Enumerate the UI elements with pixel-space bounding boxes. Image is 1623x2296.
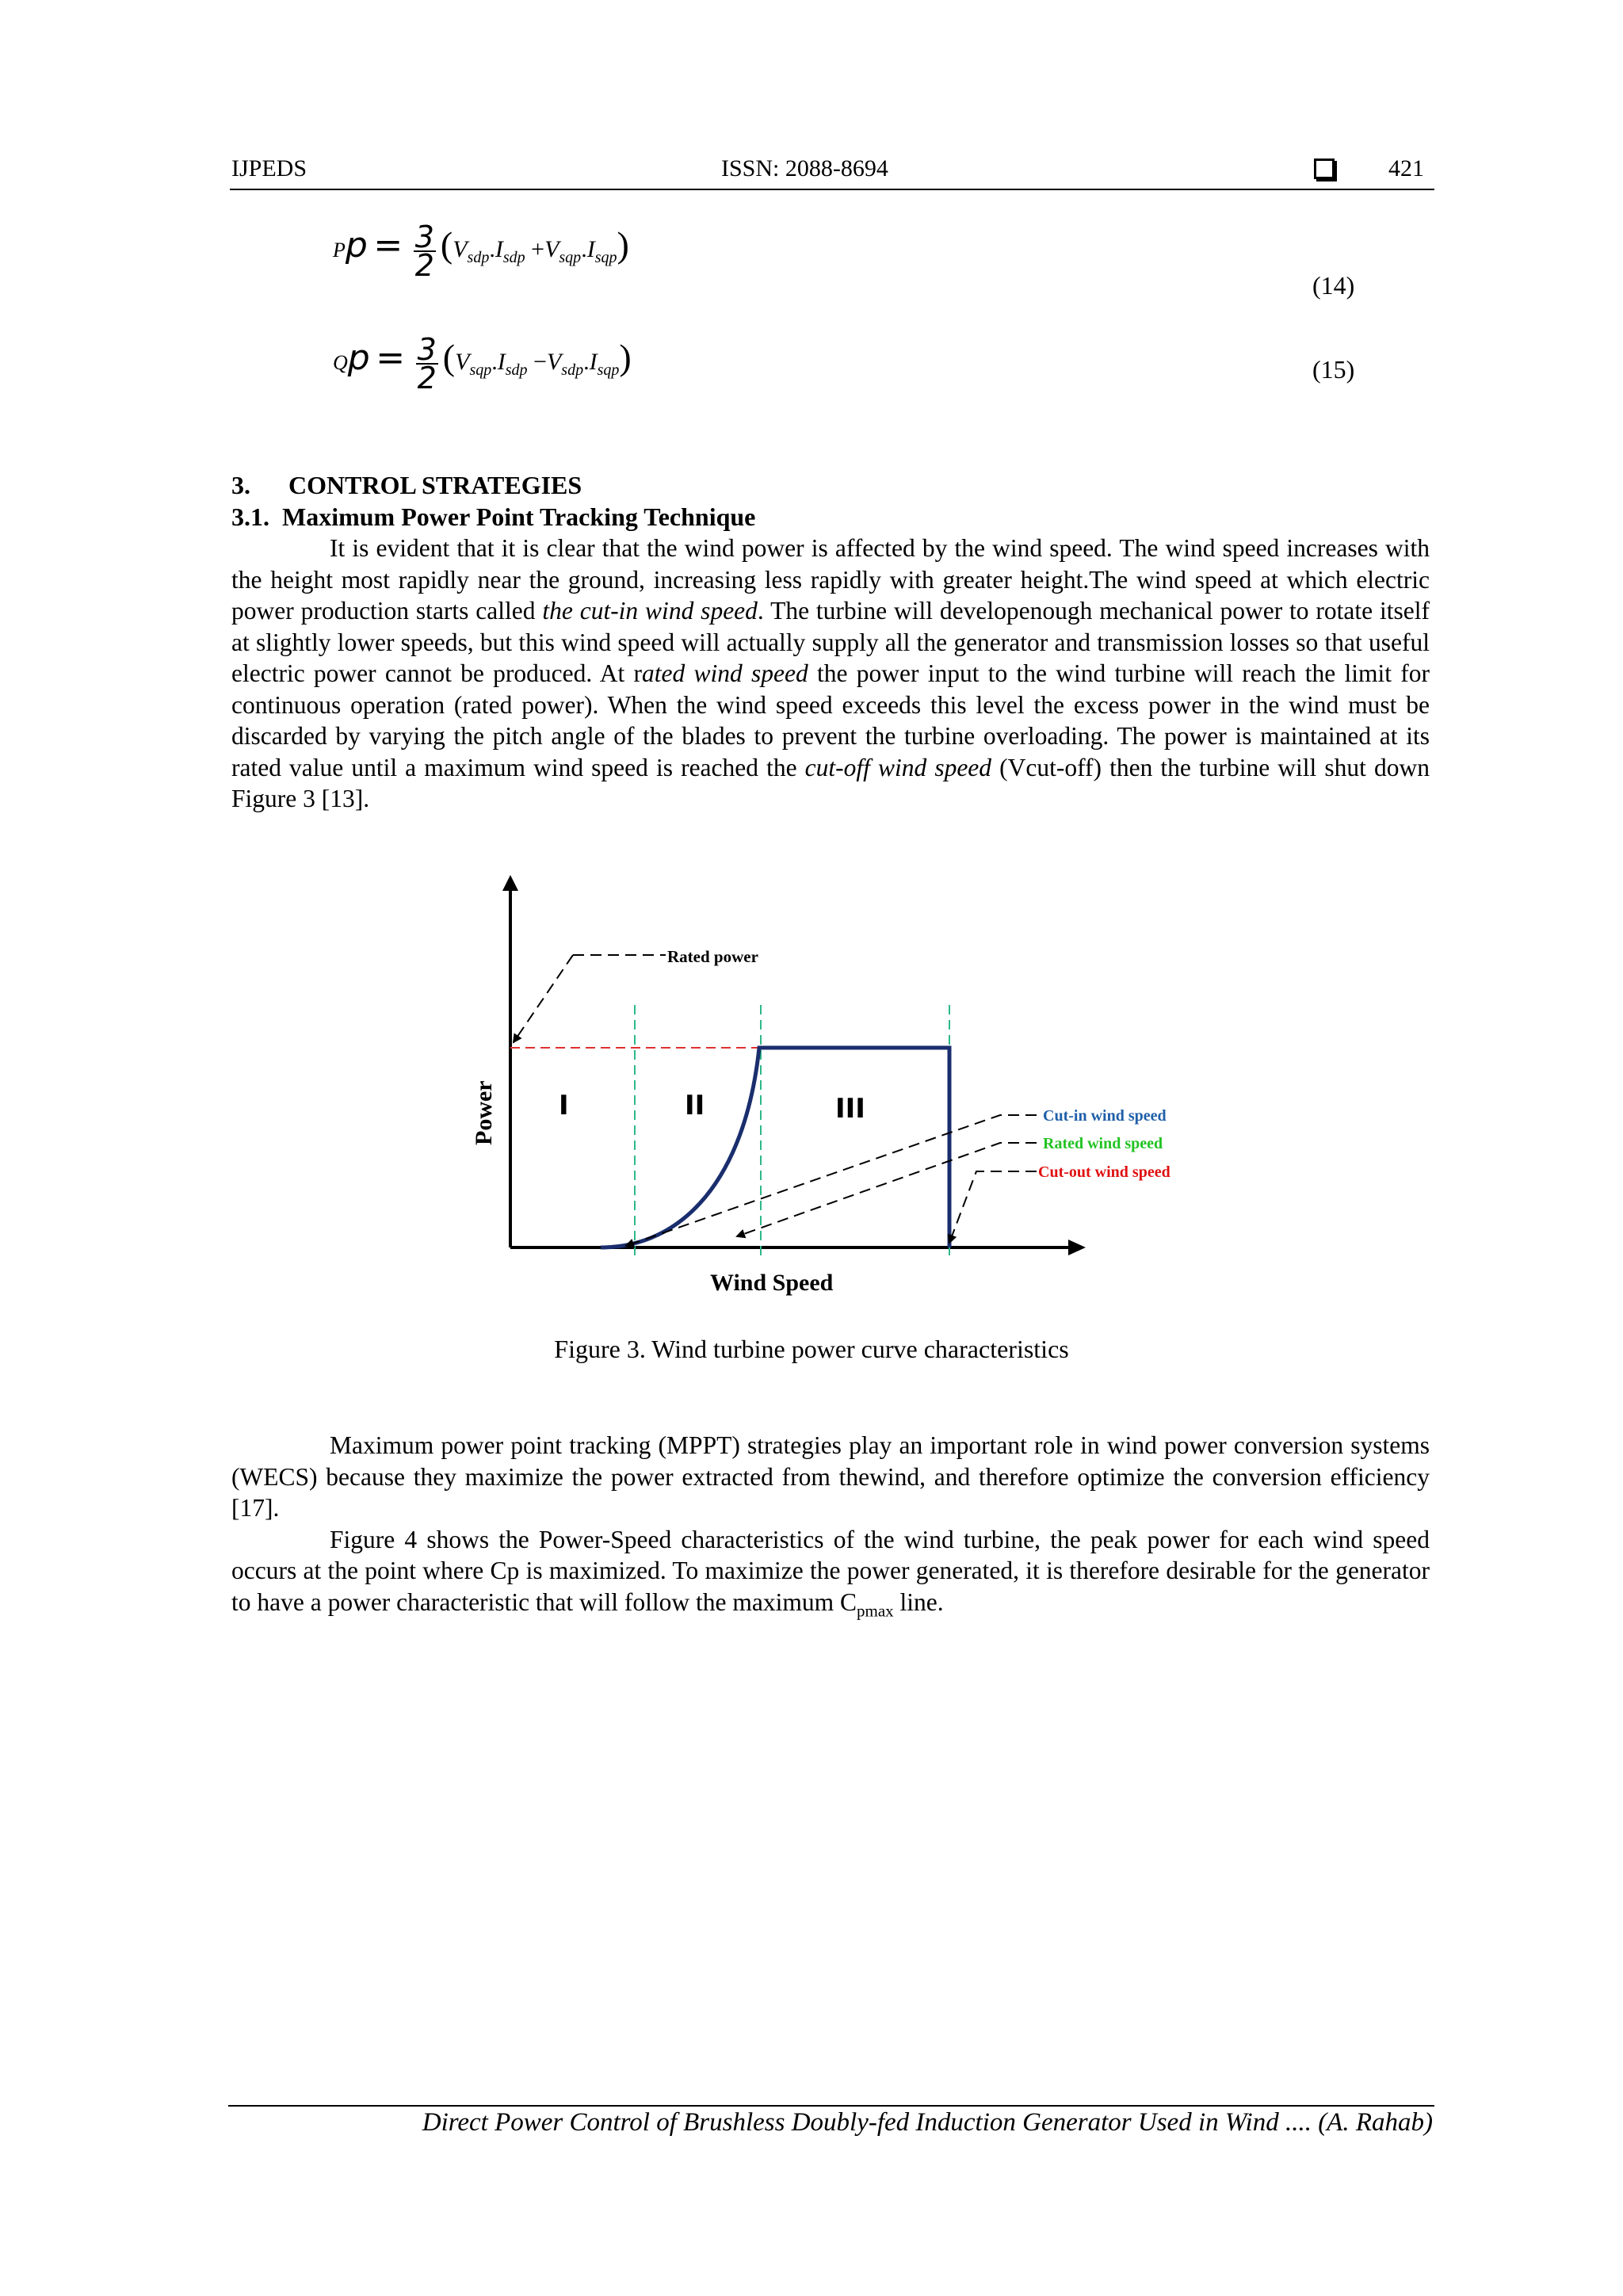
x-axis-arrow-icon: [1068, 1240, 1086, 1255]
x-axis-label: Wind Speed: [710, 1270, 834, 1296]
power-curve: [601, 1048, 949, 1247]
cut-out-leader: [949, 1171, 1037, 1243]
eq-lhs-letter: Q: [333, 351, 348, 374]
equation-14: Pp = $\frac{3}{2}$ $(V_{sdp}.I_{sdp} +V_{sqp}.I_{sqp})$: [333, 220, 629, 284]
rated-leader: [737, 1143, 1037, 1236]
rated-power-label: Rated power: [667, 947, 758, 966]
figure-caption: Figure 3. Wind turbine power curve characteristics: [554, 1335, 1069, 1363]
square-outline-icon: [1314, 159, 1335, 179]
eq-lhs-letter: P: [333, 239, 346, 262]
equation-number-14: (14): [1312, 271, 1355, 300]
cut-in-leader: [626, 1115, 1037, 1246]
legend-rated: Rated wind speed: [1043, 1135, 1163, 1152]
header-rule: [230, 189, 1434, 190]
issn: ISSN: 2088-8694: [721, 155, 888, 181]
eq-lhs-sub: p: [347, 338, 370, 378]
region-label-i: I: [559, 1090, 569, 1121]
legend-cut-out: Cut-out wind speed: [1038, 1163, 1170, 1181]
rated-power-arrow: [514, 955, 573, 1042]
equation-15: Qp = $\frac{3}{2}$ $(V_{sqp}.I_{sdp} -V_{sdp}.I_{sqp})$: [333, 332, 632, 396]
legend-cut-in: Cut-in wind speed: [1043, 1107, 1167, 1125]
journal-name: IJPEDS: [231, 155, 307, 181]
footer-rule: [228, 2105, 1434, 2107]
y-axis-arrow-icon: [502, 875, 518, 891]
eq-lhs-sub: p: [345, 225, 368, 266]
subsection-heading: 3.1. Maximum Power Point Tracking Technique: [231, 502, 756, 531]
region-label-ii: II: [685, 1090, 705, 1121]
region-label-iii: III: [835, 1093, 865, 1125]
paragraph-mppt-intro: It is evident that it is clear that the wind power is affected by the wind speed. The wind speed increases with the height most rapidly near the ground, increasing less rapidly with greater height.The wind speed at which electric power production starts called the cut-in wind speed. The turbine will developenough mechanical power to rotate itself at slightly lower speeds, but this wind speed will actually supply all the generator and transmission losses so that useful electric power cannot be produced. At rated wind speed the power input to the wind turbine will reach the limit for continuous operation (rated power). When the wind speed exceeds this level the excess power in the wind must be discarded by varying the pitch angle of the blades to prevent the turbine overloading. The power is maintained at its rated value until a maximum wind speed is reached the cut-off wind speed (Vcut-off) then the turbine will shut down Figure 3 [13].: [231, 534, 1430, 812]
equation-number-15: (15): [1312, 355, 1355, 384]
running-footer: Direct Power Control of Brushless Doubly-fed Induction Generator Used in Wind .... (A. Rahab): [422, 2108, 1433, 2137]
paragraph-mppt-strategies: Maximum power point tracking (MPPT) strategies play an important role in wind power conversion systems (WECS) because they maximize the power extracted from thewind, and therefore optimize the conversion efficiency [17]. Figure 4 shows the Power-Speed characteristics of the wind turbine, the peak power for each wind speed occurs at the point where Cp is maximized. To maximize the power generated, it is therefore desirable for the generator to have a power characteristic that will follow the maximum $C_{pmax}$ line.: [231, 1431, 1430, 1620]
power-curve-figure: [428, 864, 1220, 1308]
page-number: 421: [1388, 155, 1424, 181]
y-axis-label: Power: [471, 1080, 497, 1145]
eq-fraction: $\frac{3}{2}$: [417, 332, 437, 396]
eq-fraction: $\frac{3}{2}$: [414, 220, 434, 284]
section-heading: 3. CONTROL STRATEGIES: [231, 471, 582, 499]
